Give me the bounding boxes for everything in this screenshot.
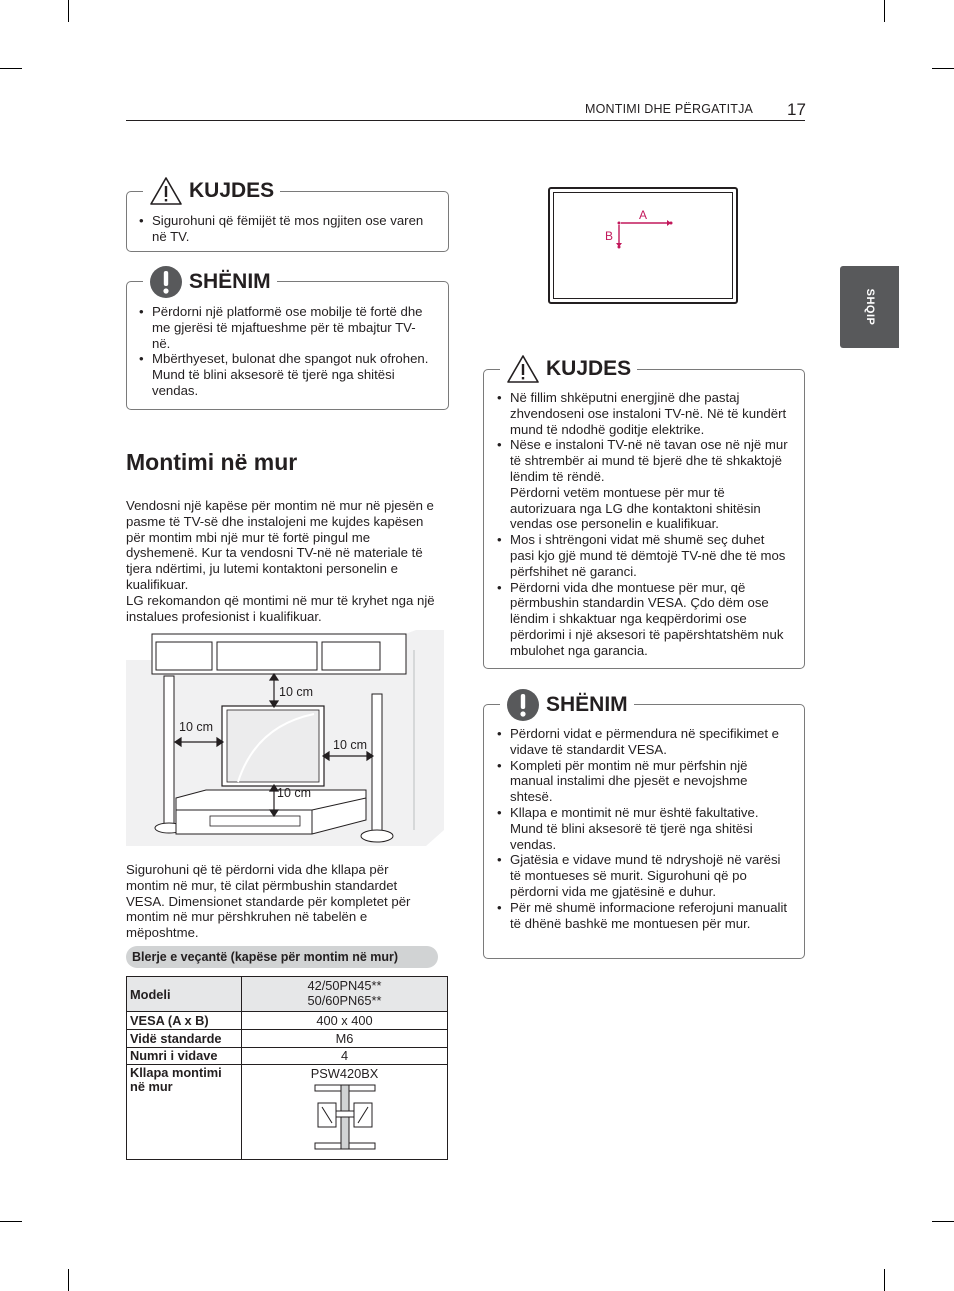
- warning-triangle-icon: [149, 176, 183, 206]
- clearance-top-label: 10 cm: [279, 685, 314, 699]
- running-header: MONTIMI DHE PËRGATITJA: [585, 102, 754, 116]
- list-item: • Përdorni vida dhe montuese për mur, që përmbushin standardin VESA. Çdo dëm ose lëndim i shkaktuar nga keqpërdorimi ose përdorimi i një aksesori të papërshtatshëm nuk mbulohet nga garancia.: [496, 580, 788, 659]
- clearance-bottom-label: 10 cm: [277, 786, 312, 800]
- table-cell-label: VESA (A x B): [127, 1012, 242, 1030]
- table-row: [127, 1012, 448, 1030]
- exclamation-circle-icon: [506, 688, 540, 722]
- section-title: Montimi në mur: [126, 449, 298, 475]
- language-tab: [840, 266, 899, 348]
- list-item: • Sigurohuni që fëmijët të mos ngjiten ose varen në TV.: [138, 213, 428, 245]
- table-row: [127, 977, 448, 1012]
- list-item: • Përdorni një platformë ose mobilje të fortë dhe me gjerësi të mjaftueshme për të mbajtur TV-në.: [138, 304, 430, 351]
- crop-mark: [68, 0, 69, 22]
- warning-triangle-icon: [506, 354, 540, 384]
- caution-title: KUJDES: [546, 357, 632, 380]
- table-cell-value: 42/50PN45** 50/60PN65**: [242, 977, 448, 1012]
- separate-purchase-label: Blerje e veçantë (kapëse për montim në mur): [126, 946, 438, 968]
- caution-list: [496, 390, 788, 659]
- intro-text: Vendosni një kapëse për montim në mur në pjesën e pasme të TV-së dhe instalojeni me kujdes kapësen për montim mbi një mur të fortë pingul me dyshemenë. Kur ta vendosni TV-në në materiale të tjera ndërtimi, ju lutemi kontaktoni personelin e kualifikuar.: [126, 498, 434, 592]
- list-item: • Përdorni vidat e përmendura në specifikimet e vidave të standardit VESA.: [496, 726, 788, 758]
- crop-mark: [0, 1221, 22, 1222]
- table-cell-value: M6: [242, 1030, 448, 1048]
- crop-mark: [0, 68, 22, 69]
- vesa-label-a: A: [639, 208, 648, 222]
- language-tab-label: SHQIP: [863, 288, 876, 326]
- caution-list: [138, 213, 428, 245]
- screws-paragraph: Sigurohuni që të përdorni vida dhe kllapa për montim në mur, të cilat përmbushin standardet VESA. Dimensionet standarde për kompletet për montim në mur përshkruhen në tabelën e mëposhtme.: [126, 862, 411, 941]
- bracket-model: PSW420BX: [310, 1066, 379, 1081]
- list-item: • Në fillim shkëputni energjinë dhe pastaj zhvendoseni ose instaloni TV-në. Në të kundërt mund të ndodhë goditje elektrike.: [496, 390, 788, 437]
- list-item: • Mbërthyeset, bulonat dhe spangot nuk ofrohen. Mund të blini aksesorë të tjerë nga shitësi vendas.: [138, 351, 430, 398]
- table-cell-label: Numri i vidave: [127, 1048, 242, 1065]
- note-title: SHËNIM: [189, 270, 271, 293]
- wall-mount-illustration: [126, 630, 444, 846]
- list-item: • Mos i shtrëngoni vidat më shumë seç duhet pasi kjo gjë mund të dëmtojë TV-në dhe të mos përfshihet në garanci.: [496, 532, 788, 579]
- list-item: • Për më shumë informacione referojuni manualit të dhënë bashkë me montuesen për mur.: [496, 900, 788, 932]
- crop-mark: [884, 1269, 885, 1291]
- caution-header: [500, 354, 637, 384]
- table-row: [127, 1048, 448, 1065]
- caution-header: [143, 176, 280, 206]
- intro-text-2: LG rekomandon që montimi në mur të kryhet nga një instalues profesionist i kualifikuar.: [126, 592, 435, 624]
- list-item: • Gjatësia e vidave mund të ndryshojë në varësi të montueses së murit. Sigurohuni që po përdorni vida me gjatësinë e duhur.: [496, 852, 788, 899]
- table-row: [127, 1065, 448, 1160]
- header-rule: [126, 120, 805, 121]
- clearance-left-label: 10 cm: [179, 720, 214, 734]
- crop-mark: [932, 1221, 954, 1222]
- caution-box-right: [483, 357, 805, 669]
- page-number: 17: [787, 100, 806, 119]
- list-item: • Kompleti për montim në mur përfshin një manual instalimi dhe pjesët e nevojshme shtesë.: [496, 758, 788, 805]
- note-box-left: [126, 270, 449, 410]
- vesa-label-b: B: [605, 229, 614, 243]
- crop-mark: [68, 1269, 69, 1291]
- table-cell-label: Vidë standarde: [127, 1030, 242, 1048]
- exclamation-circle-icon: [149, 265, 183, 299]
- table-cell-value: [242, 1065, 448, 1160]
- table-row: [127, 1030, 448, 1048]
- note-header: [143, 265, 277, 299]
- table-cell-label: Kllapa montimi në mur: [127, 1065, 242, 1160]
- wall-bracket-image: [310, 1083, 380, 1151]
- caution-title: KUJDES: [189, 179, 275, 202]
- crop-mark: [932, 68, 954, 69]
- intro-paragraph: [126, 498, 444, 624]
- crop-mark: [884, 0, 885, 22]
- table-cell-value: 400 x 400: [242, 1012, 448, 1030]
- note-list: [138, 304, 430, 399]
- table-cell-label: Modeli: [127, 977, 242, 1012]
- note-title: SHËNIM: [546, 693, 628, 716]
- note-header: [500, 688, 634, 722]
- note-list: [496, 726, 788, 931]
- caution-box-left: [126, 179, 449, 252]
- table-cell-value: 4: [242, 1048, 448, 1065]
- clearance-right-label: 10 cm: [333, 738, 368, 752]
- spec-table: [126, 976, 448, 1160]
- list-item: • Kllapa e montimit në mur është fakultative. Mund të blini aksesorë të tjerë nga shitësi vendas.: [496, 805, 788, 852]
- note-box-right: [483, 693, 805, 959]
- list-item: • Nëse e instaloni TV-në në tavan ose në një mur të shtrembër ai mund të bjerë dhe të shkaktojë lëndim të rëndë. Përdorni vetëm montuese për mur të autorizuara nga LG dhe kontaktoni shitësin vendas ose personelin e kualifikuar.: [496, 437, 788, 532]
